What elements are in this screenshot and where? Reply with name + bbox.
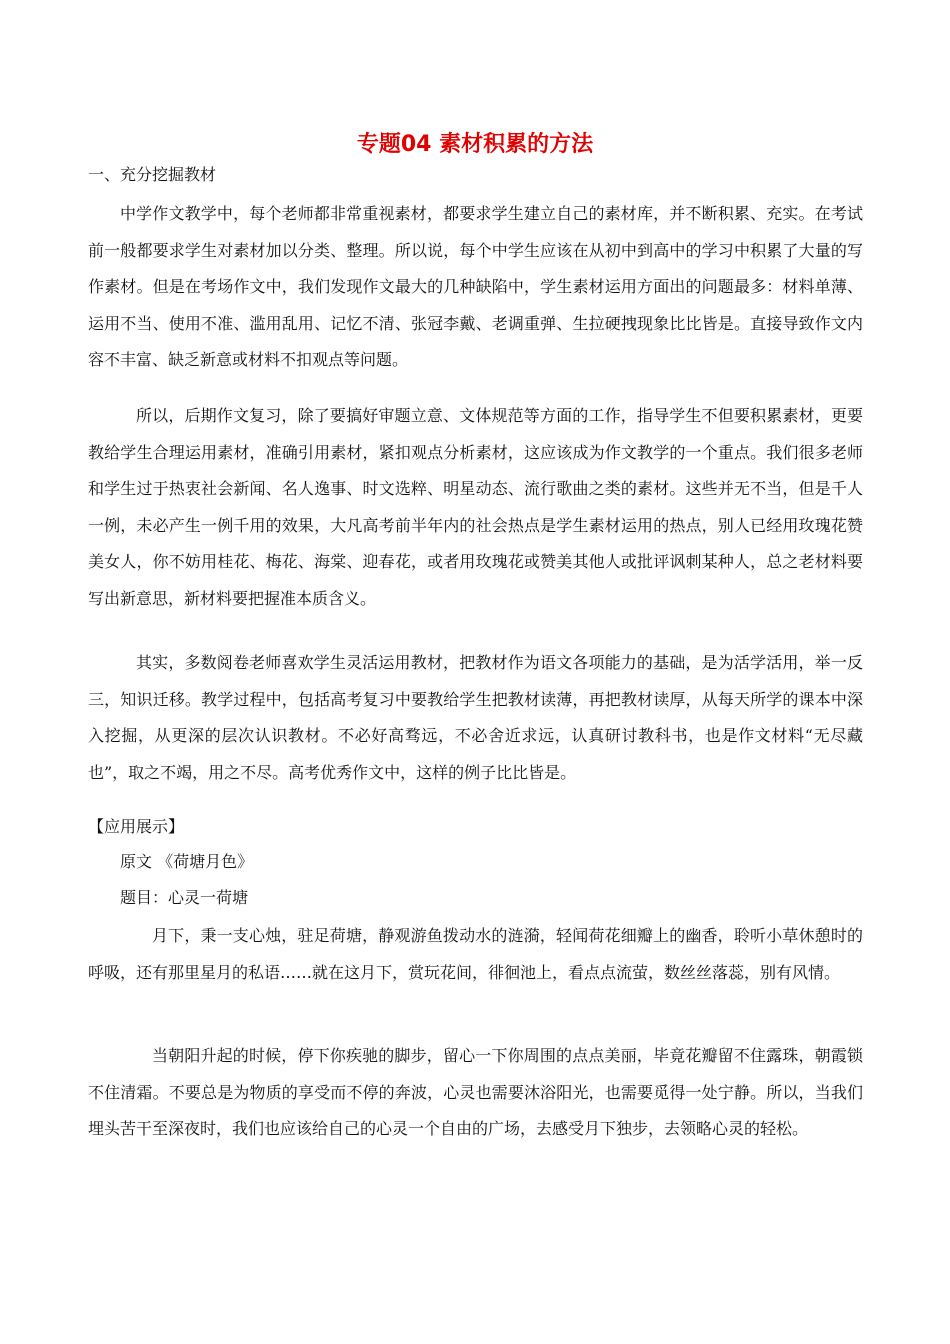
essay-paragraph: 月下，秉一支心烛，驻足荷塘，静观游鱼拨动水的涟漪，轻闻荷花细瓣上的幽香，聆听小草休憩时的呼吸，还有那里星月的私语……就在这月下，赏玩花间，徘徊池上，看点点流萤，数丝丝落蕊，别有风情。 (88, 926, 863, 982)
document-title: 专题04 素材积累的方法 (356, 132, 594, 157)
body-paragraph: 中学作文教学中，每个老师都非常重视素材，都要求学生建立自己的素材库，并不断积累、充实。在考试前一般都要求学生对素材加以分类、整理。所以说，每个中学生应该在从初中到高中的学习中积累了大量的写作素材。但是在考场作文中，我们发现作文最大的几种缺陷中，学生素材运用方面出的问题最多：材料单薄、运用不当、使用不准、滥用乱用、记忆不清、张冠李戴、老调重弹、生拉硬拽现象比比皆是。直接导致作文内容不丰富、缺乏新意或材料不扣观点等问题。 (88, 204, 863, 369)
body-paragraph: 所以，后期作文复习，除了要搞好审题立意、文体规范等方面的工作，指导学生不但要积累素材，更要教给学生合理运用素材，准确引用素材，紧扣观点分析素材，这应该成为作文教学的一个重点。我们很多老师和学生过于热衷社会新闻、名人逸事、时文选粹、明星动态、流行歌曲之类的素材。这些并无不当，但是千人一例，未必产生一例千用的效果，大凡高考前半年内的社会热点是学生素材运用的热点，别人已经用玫瑰花赞美女人，你不妨用桂花、梅花、海棠、迎春花，或者用玫瑰花或赞美其他人或批评讽刺某种人，总之老材料要写出新意思，新材料要把握准本质含义。 (88, 406, 863, 608)
body-paragraph: 其实，多数阅卷老师喜欢学生灵活运用教材，把教材作为语文各项能力的基础，是为活学活用，举一反三，知识迁移。教学过程中，包括高考复习中要教给学生把教材读薄，再把教材读厚，从每天所学的课本中深入挖掘，从更深的层次认识教材。不必好高骛远，不必舍近求远，认真研讨教科书，也是作文材料“无尽藏也”，取之不竭，用之不尽。高考优秀作文中，这样的例子比比皆是。 (88, 653, 863, 782)
essay-paragraph: 当朝阳升起的时候，停下你疾驰的脚步，留心一下你周围的点点美丽，毕竟花瓣留不住露珠，朝霞锁不住清霜。不要总是为物质的享受而不停的奔波，心灵也需要沐浴阳光，也需要觅得一处宁静。所以，当我们埋头苦干至深夜时，我们也应该给自己的心灵一个自由的广场，去感受月下独步，去领略心灵的轻松。 (88, 1046, 863, 1138)
application-label: 【应用展示】 (88, 817, 185, 836)
section-heading: 一、充分挖掘教材 (88, 165, 217, 184)
topic-label: 题目：心灵一荷塘 (120, 888, 249, 907)
source-label: 原文 《荷塘月色》 (120, 852, 254, 871)
